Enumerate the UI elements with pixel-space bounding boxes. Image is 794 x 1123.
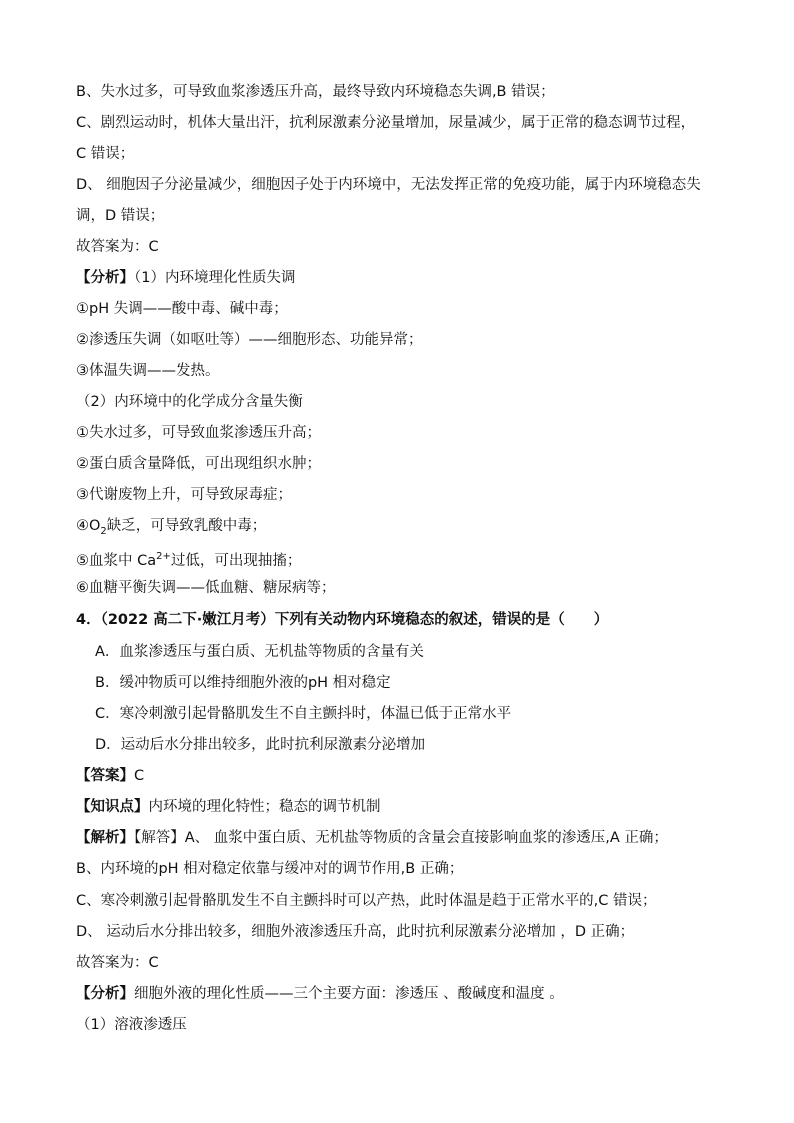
analysis-option-d-line2: 调，D 错误； — [76, 208, 165, 224]
fenxi-subheading: （2）内环境中的化学成分含量失衡 — [76, 394, 303, 410]
fenxi-item: ①pH 失调——酸中毒、碱中毒； — [76, 301, 288, 317]
jiexi-line-d: D、 运动后水分排出较多，细胞外液渗透压升高，此时抗利尿激素分泌增加 ，D 正确； — [76, 924, 635, 940]
analysis-option-c-line2: C 错误； — [76, 146, 135, 162]
knowledge-point-line — [76, 797, 754, 817]
jiexi-line-b: B、内环境的pH 相对稳定依靠与缓冲对的调节作用,B 正确； — [76, 861, 464, 877]
jiexi-line-c: C、寒冷刺激引起骨骼肌发生不自主颤抖时可以产热，此时体温是趋于正常水平的,C 错误； — [76, 893, 657, 909]
fenxi-item: ③代谢废物上升，可导致尿毒症； — [76, 487, 292, 503]
answer-line — [76, 766, 754, 786]
fx-text: 细胞外液的理化性质——三个主要方面：渗透压 、酸碱度和温度 。 — [134, 986, 564, 1002]
answer-tag: 【答案】 — [76, 768, 134, 784]
ca-suffix: 过低，可出现抽搐； — [170, 552, 302, 569]
knowledge-point-tag: 【知识点】 — [76, 799, 149, 815]
jiexi-tag: 【解析】 — [76, 830, 134, 846]
jiexi-answer: 故答案为：C — [76, 955, 159, 971]
question-option-c: C．寒冷刺激引起骨骼肌发生不自主颤抖时，体温已低于正常水平 — [95, 706, 512, 722]
fenxi-item-ca — [76, 547, 754, 571]
fenxi-item: ⑥血糖平衡失调——低血糖、糖尿病等； — [76, 580, 336, 596]
fenxi-title: （1）内环境理化性质失调 — [134, 270, 296, 286]
analysis-option-d-line1: D、 细胞因子分泌量减少，细胞因子处于内环境中，无法发挥正常的免疫功能，属于内环境稳态失 — [76, 177, 701, 193]
o2-suffix: 缺乏，可导致乳酸中毒； — [106, 518, 267, 534]
question-option-d: D．运动后水分排出较多，此时抗利尿激素分泌增加 — [95, 737, 426, 753]
answer-value: C — [134, 768, 145, 784]
ca-superscript: 2+ — [156, 551, 171, 562]
fenxi-heading — [76, 268, 754, 288]
fenxi-item: ③体温失调——发热。 — [76, 363, 220, 379]
fx-subheading: （1）溶液渗透压 — [76, 1017, 187, 1033]
fenxi-item-o2 — [76, 516, 754, 542]
fx-line — [76, 984, 754, 1004]
fx-tag: 【分析】 — [76, 986, 134, 1002]
o2-subscript: 2 — [100, 525, 107, 537]
question-stem: （2022 高二下·嫩江月考）下列有关动物内环境稳态的叙述，错误的是（ ） — [100, 612, 609, 628]
o2-prefix: ④O — [76, 518, 101, 534]
ca-prefix: ⑤血浆中 Ca — [76, 552, 157, 569]
analysis-option-c-line1: C、剧烈运动时，机体大量出汗，抗利尿激素分泌量增加，尿量减少，属于正常的稳态调节过程， — [76, 115, 696, 131]
question-option-a: A．血浆渗透压与蛋白质、无机盐等物质的含量有关 — [95, 644, 424, 660]
fenxi-tag: 【分析】 — [76, 270, 134, 286]
question-stem-line — [76, 610, 754, 630]
fenxi-item: ②渗透压失调（如呕吐等）——细胞形态、功能异常； — [76, 332, 423, 348]
answer-summary: 故答案为：C — [76, 239, 159, 255]
analysis-option-b: B、失水过多，可导致血浆渗透压升高，最终导致内环境稳态失调,B 错误； — [76, 84, 555, 100]
fenxi-item: ①失水过多，可导致血浆渗透压升高； — [76, 425, 321, 441]
question-number: 4． — [76, 612, 101, 628]
jiexi-line-a — [76, 828, 754, 848]
question-option-b: B．缓冲物质可以维持细胞外液的pH 相对稳定 — [95, 675, 391, 691]
knowledge-point-text: 内环境的理化特性；稳态的调节机制 — [148, 799, 381, 815]
fenxi-item: ②蛋白质含量降低，可出现组织水肿； — [76, 456, 321, 472]
jiexi-a-text: 【解答】A、 血浆中蛋白质、无机盐等物质的含量会直接影响血浆的渗透压,A 正确； — [134, 830, 668, 846]
